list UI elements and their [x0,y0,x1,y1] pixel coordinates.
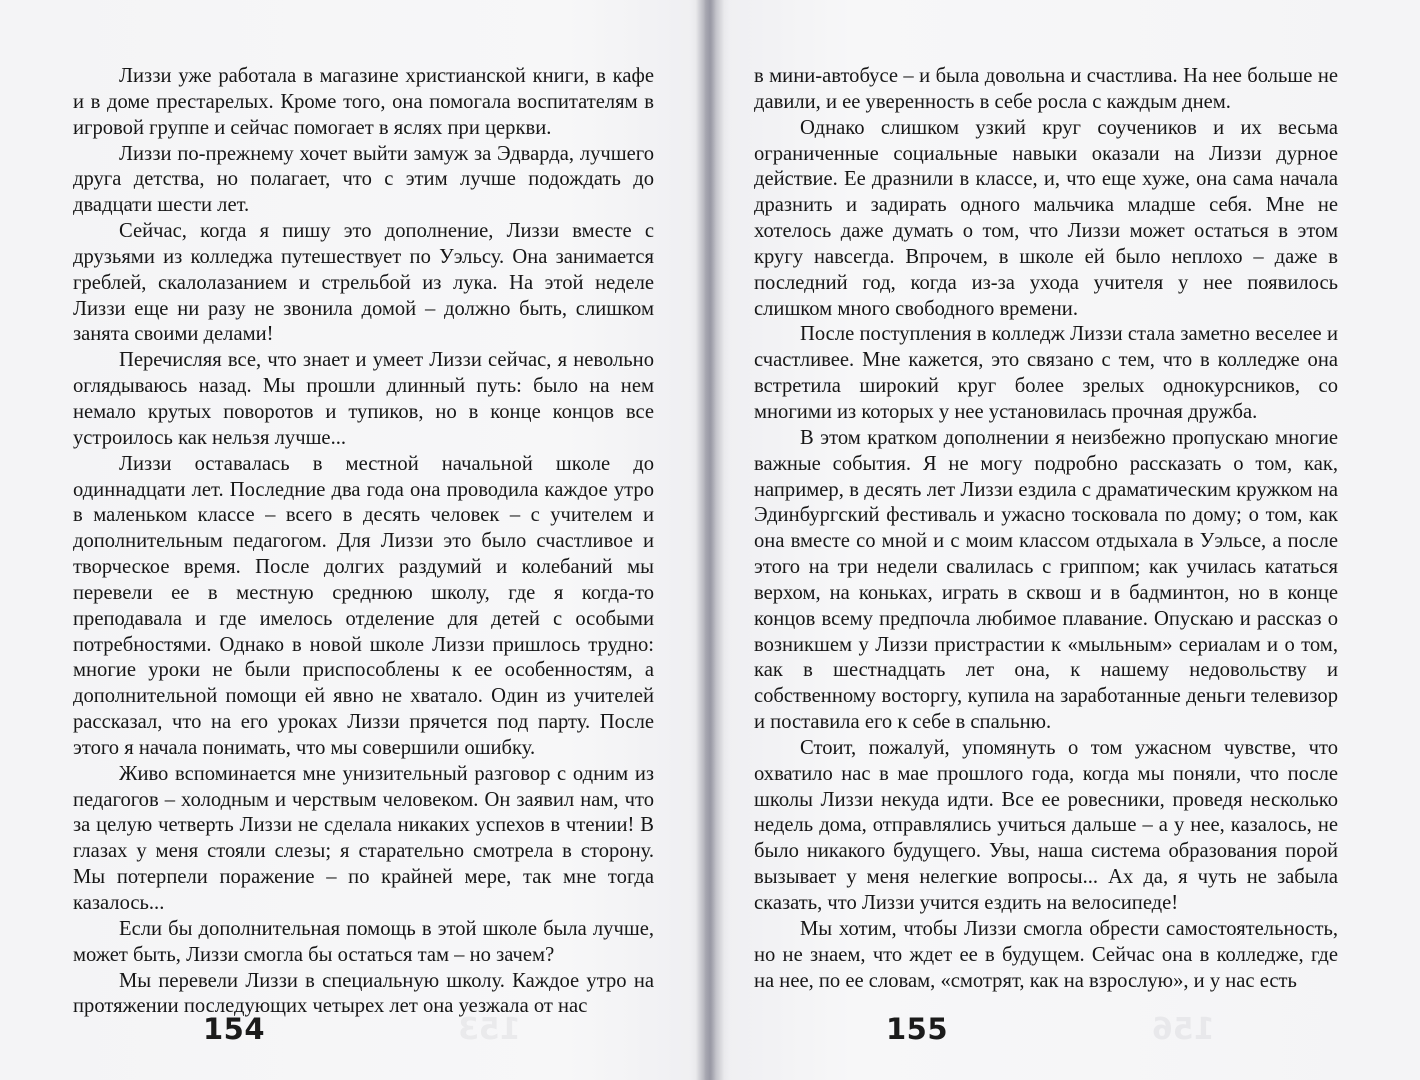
paragraph-continued: в мини-автобусе – и была довольна и счастлива. На нее больше не давили, и ее уверенность в себе росла с каждым днем. [754,65,1338,113]
paragraph: Однако слишком узкий круг соучеников и их весьма ограниченные социальные навыки оказали на Лиззи дурное действие. Ее дразнили в классе, и, что еще хуже, она сама начала дразнить и задирать одного мальчика младше себя. Мне не хотелось даже думать о том, что Лиззи может остаться в этом кругу навсегда. Впрочем, в школе ей было неплохо – даже в последний год, когда из-за ухода учителя у нее появилось слишком много свободного времени. [754,116,1338,320]
left-page [0,0,706,1080]
left-page-text [73,64,654,1020]
paragraph: Сейчас, когда я пишу это дополнение, Лиззи вместе с друзьями из колледжа путешествует по Уэльсу. Она занимается греблей, скалолазанием и стрельбой из лука. На этой неделе Лиззи еще ни разу не звонила домой – должно быть, слишком занята своими делами! [73,220,654,346]
page-number: 154 [203,1012,266,1046]
paragraph: Мы хотим, чтобы Лиззи смогла обрести самостоятельность, но не знаем, что ждет ее в будущем. Сейчас она в колледже, где на нее, по ее словам, «смотрят, как на взрослую», и у нас есть [754,917,1338,992]
paragraph: Лиззи оставалась в местной начальной школе до одиннадцати лет. Последние два года она проводила каждое утро в маленьком классе – всего в десять человек – с учителем и дополнительным педагогом. Для Лиззи это было счастливое и творческое время. После долгих раздумий и колебаний мы перевели ее в местную среднюю школу, где я когда-то преподавала и где имелось отделение для детей с особыми потребностями. Однако в новой школе Лиззи пришлось трудно: многие уроки не были приспособлены к ее особенностям, а дополнительной помощи ей явно не хватало. Один из учителей рассказал, что на его уроках Лиззи прячется под парту. После этого я начала понимать, что мы совершили ошибку. [73,452,654,759]
page-number: 155 [886,1012,949,1046]
show-through-page-number: 153 [458,1012,521,1047]
paragraph: Мы перевели Лиззи в специальную школу. Каждое утро на протяжении последующих четырех лет она уезжала от нас [73,969,654,1018]
paragraph: Перечисляя все, что знает и умеет Лиззи сейчас, я невольно оглядываюсь назад. Мы прошли длинный путь: было на нем немало крутых поворотов и тупиков, но в конце концов все устроилось как нельзя лучше... [73,349,654,449]
right-page [712,0,1420,1080]
paragraph: Лиззи уже работала в магазине христианской книги, в кафе и в доме престарелых. Кроме того, она помогала воспитателям в игровой группе и сейчас помогает в яслях при церкви. [73,65,654,139]
paragraph: Живо вспоминается мне унизительный разговор с одним из педагогов – холодным и черствым человеком. Он заявил нам, что за целую четверть Лиззи не сделала никаких успехов в чтении! В глазах у меня стояли слезы; я старательно смотрела в сторону. Мы потерпели поражение – по крайней мере, так мне тогда казалось... [73,762,654,914]
right-page-text [754,64,1338,994]
paragraph: Лиззи по-прежнему хочет выйти замуж за Эдварда, лучшего друга детства, но полагает, что с этим лучше подождать до двадцати шести лет. [73,142,654,217]
paragraph: После поступления в колледж Лиззи стала заметно веселее и счастливее. Мне кажется, это связано с тем, что в колледже она встретила широкий круг более зрелых однокурсников, со многими из которых у нее установилась прочная дружба. [754,323,1338,423]
paragraph: Стоит, пожалуй, упомянуть о том ужасном чувстве, что охватило нас в мае прошлого года, когда мы поняли, что после школы Лиззи некуда идти. Все ее ровесники, проведя несколько недель дома, отправлялись учиться дальше – а у нее, казалось, не было никакого будущего. Увы, наша система образования порой вызывает у меня нелегкие вопросы... Ах да, я чуть не забыла сказать, что Лиззи учится ездить на велосипеде! [754,736,1338,914]
paragraph: В этом кратком дополнении я неизбежно пропускаю многие важные события. Я не могу подробно рассказать о том, как, например, в десять лет Лиззи ездила с драматическим кружком на Эдинбургский фестиваль и ужасно тосковала по дому; о том, как она вместе со мной и с моим классом отдыхала в Уэльсе, а после этого на три недели свалилась с гриппом; как училась кататься верхом, на коньках, играть в сквош и в бадминтон, но в конце концов всему предпочла любимое плавание. Опускаю и рассказ о возникшем у Лиззи пристрастии к «мыльным» сериалам и о том, как в шестнадцать лет она, к нашему недовольству и собственному восторгу, купила на заработанные деньги телевизор и поставила его к себе в спальню. [754,426,1338,734]
show-through-page-number: 156 [1152,1012,1215,1047]
paragraph: Если бы дополнительная помощь в этой школе была лучше, может быть, Лиззи смогла бы остаться там – но зачем? [73,917,654,966]
